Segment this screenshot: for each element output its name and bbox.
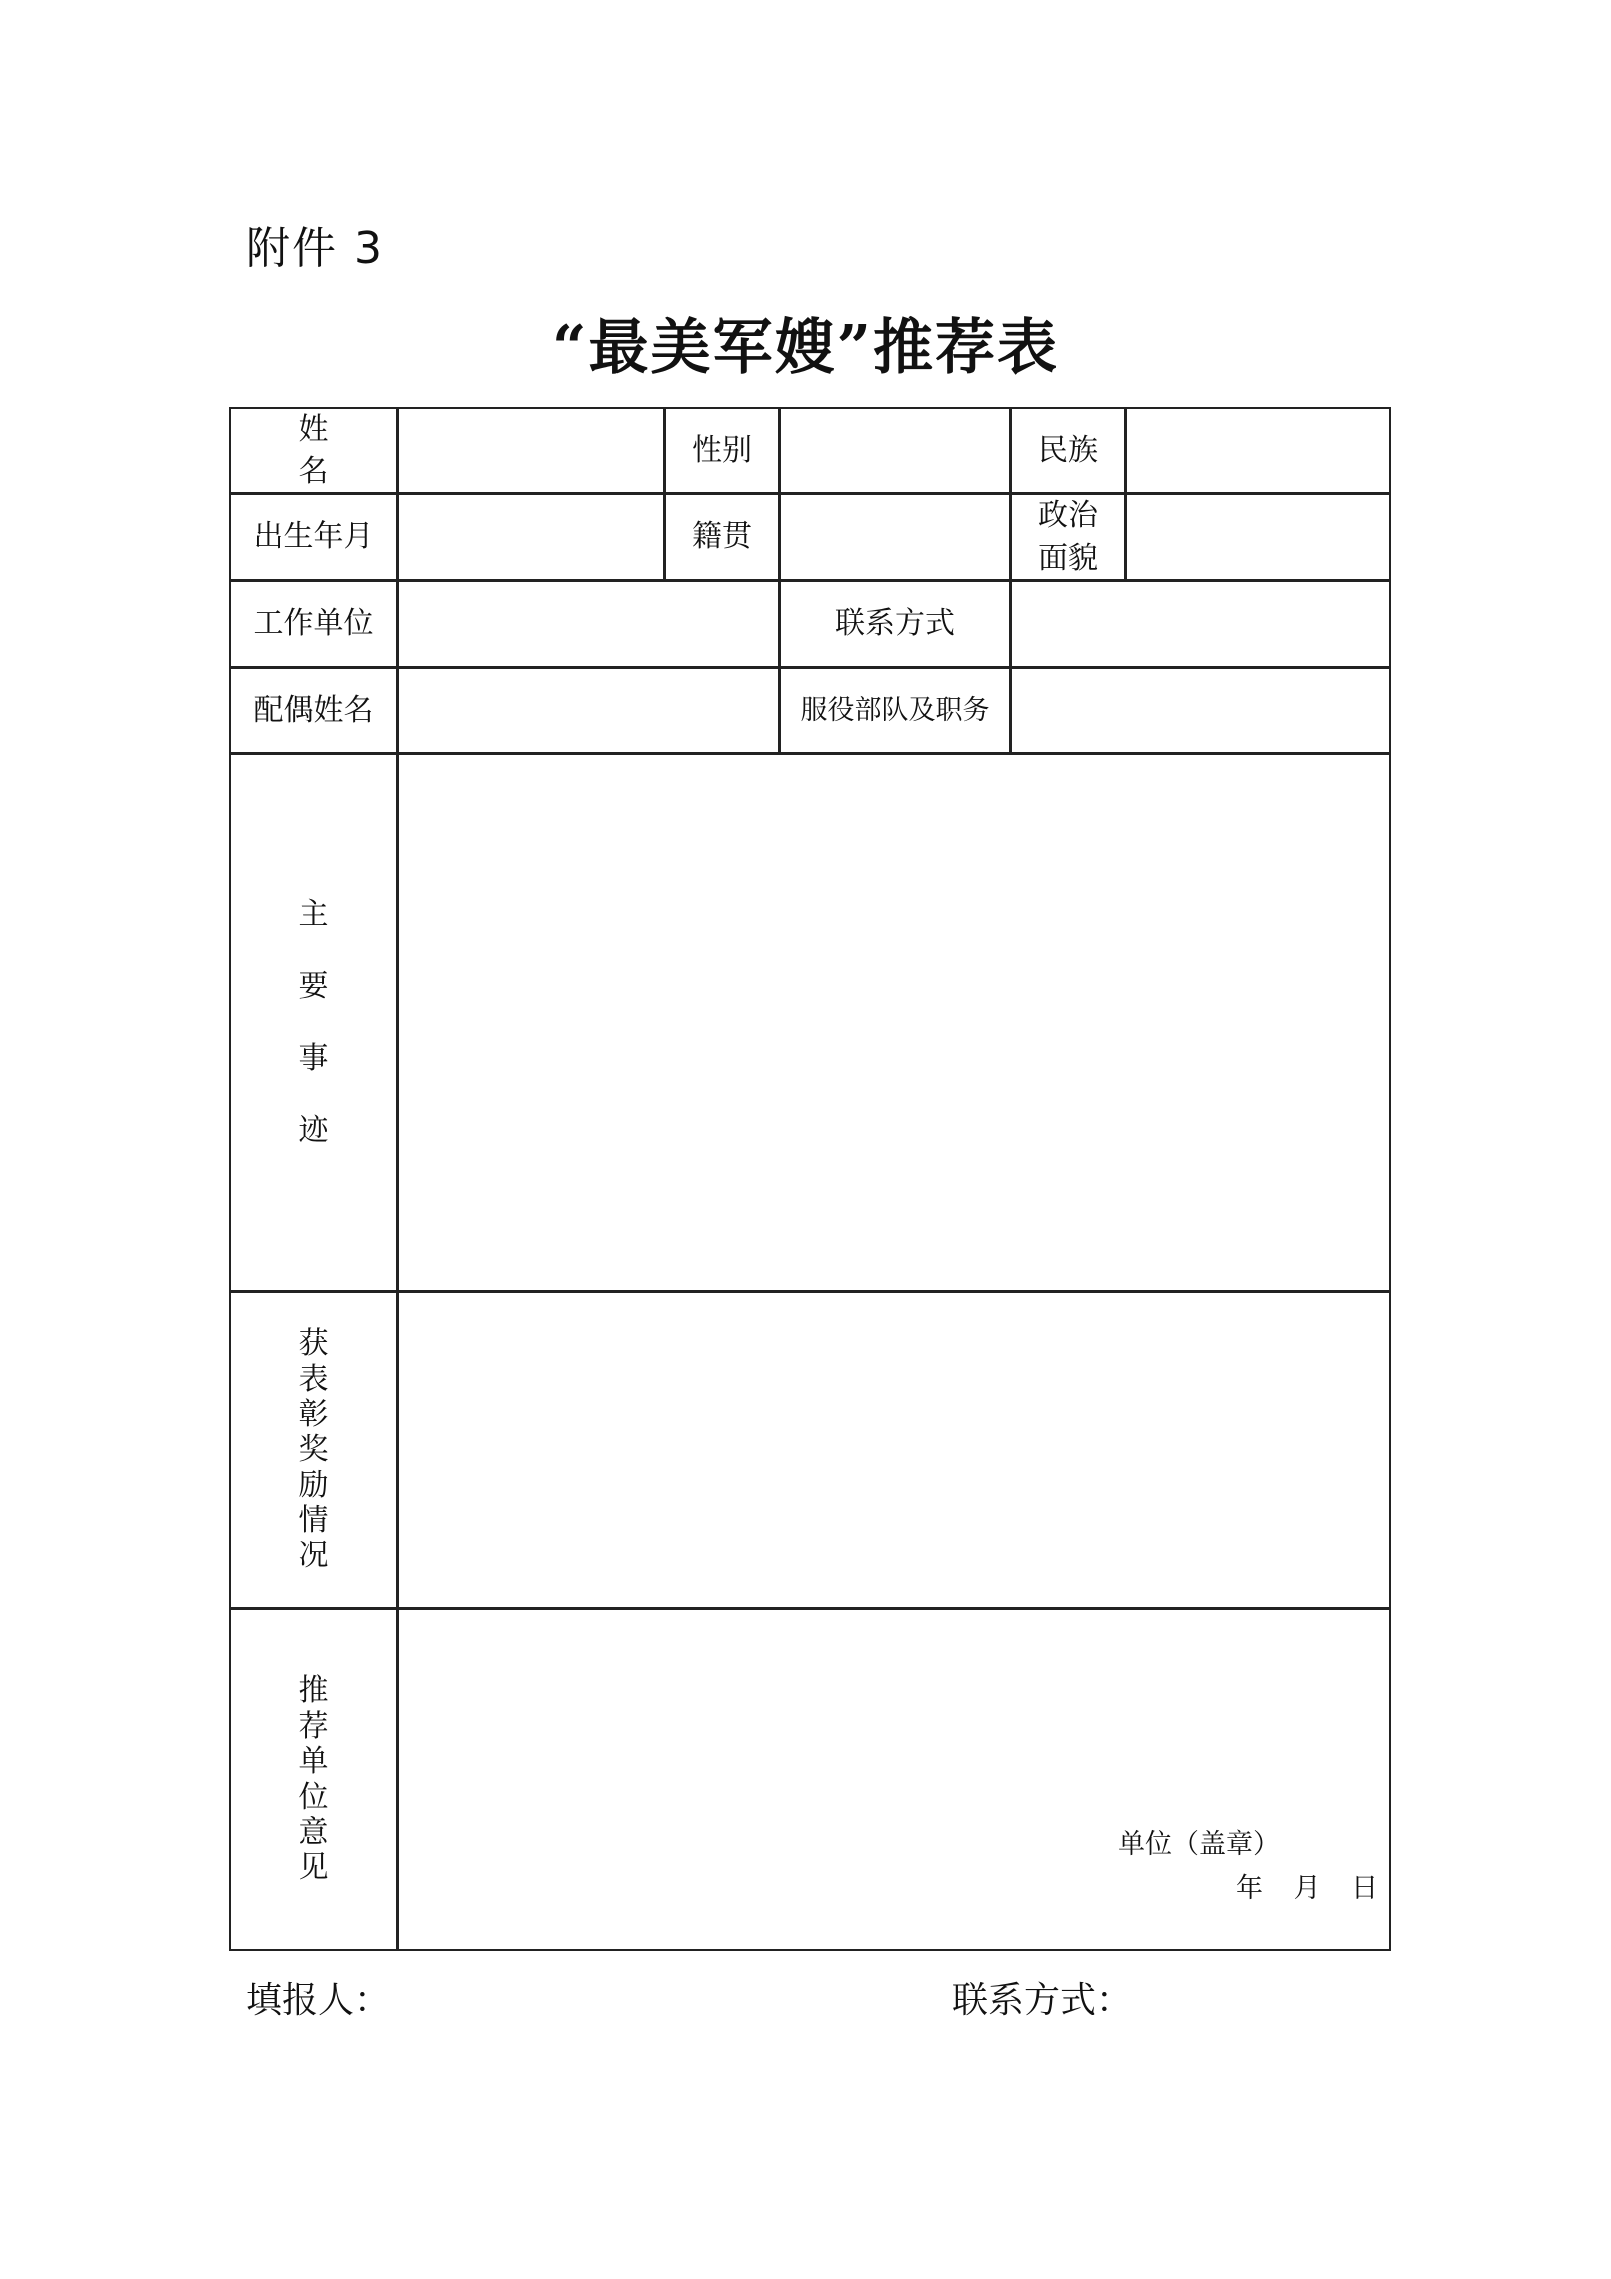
ethnicity-field[interactable]: [1125, 407, 1391, 494]
seal-label: 单位（盖章）: [1118, 1829, 1280, 1860]
opinion-char: 单: [298, 1744, 329, 1780]
name-field[interactable]: [397, 407, 665, 494]
spouse-label: 配偶姓名: [229, 667, 398, 754]
political-label-line2: 面貌: [1038, 541, 1098, 576]
deeds-label: [229, 753, 398, 1292]
page-title: “最美军嫂”推荐表: [551, 313, 1060, 383]
deeds-char: 要: [298, 968, 329, 1004]
opinion-char: 见: [298, 1850, 329, 1886]
opinion-label: [229, 1608, 398, 1951]
opinion-char: 意: [298, 1814, 329, 1850]
political-label: [1010, 493, 1126, 581]
deeds-field[interactable]: [397, 753, 1391, 1292]
recommendation-form: [230, 408, 1392, 1952]
awards-char: 情: [298, 1503, 329, 1539]
awards-char: 获: [298, 1326, 329, 1362]
opinion-char: 荐: [298, 1708, 329, 1744]
service-field[interactable]: [1010, 667, 1391, 754]
deeds-char: 主: [298, 896, 329, 932]
awards-label: [229, 1291, 398, 1609]
spouse-field[interactable]: [397, 667, 780, 754]
political-field[interactable]: [1125, 493, 1391, 581]
birth-field[interactable]: [397, 493, 665, 581]
contact-field[interactable]: [1010, 580, 1391, 668]
date-label: 年 月 日: [1236, 1873, 1379, 1904]
name-label: 姓名: [229, 407, 398, 494]
deeds-char: 迹: [298, 1112, 329, 1148]
opinion-char: 位: [298, 1779, 329, 1815]
birth-label: 出生年月: [229, 493, 398, 581]
awards-char: 励: [298, 1467, 329, 1503]
work-unit-label: 工作单位: [229, 580, 398, 668]
service-label: 服役部队及职务: [779, 667, 1011, 754]
opinion-char: 推: [298, 1673, 329, 1709]
ethnicity-label: 民族: [1010, 407, 1126, 494]
filler-label: 填报人：: [246, 1980, 391, 2021]
origin-label: 籍贯: [664, 493, 780, 581]
awards-char: 表: [298, 1361, 329, 1397]
awards-char: 奖: [298, 1432, 329, 1468]
footer-contact-label: 联系方式：: [952, 1980, 1133, 2021]
gender-field[interactable]: [779, 407, 1011, 494]
contact-label: 联系方式: [779, 580, 1011, 668]
awards-char: 况: [298, 1538, 329, 1574]
gender-label: 性别: [664, 407, 780, 494]
deeds-char: 事: [298, 1040, 329, 1076]
origin-field[interactable]: [779, 493, 1011, 581]
work-unit-field[interactable]: [397, 580, 780, 668]
attachment-number: 附件 3: [246, 223, 384, 274]
political-label-line1: 政治: [1038, 497, 1098, 533]
awards-field[interactable]: [397, 1291, 1391, 1609]
awards-char: 彰: [298, 1396, 329, 1432]
